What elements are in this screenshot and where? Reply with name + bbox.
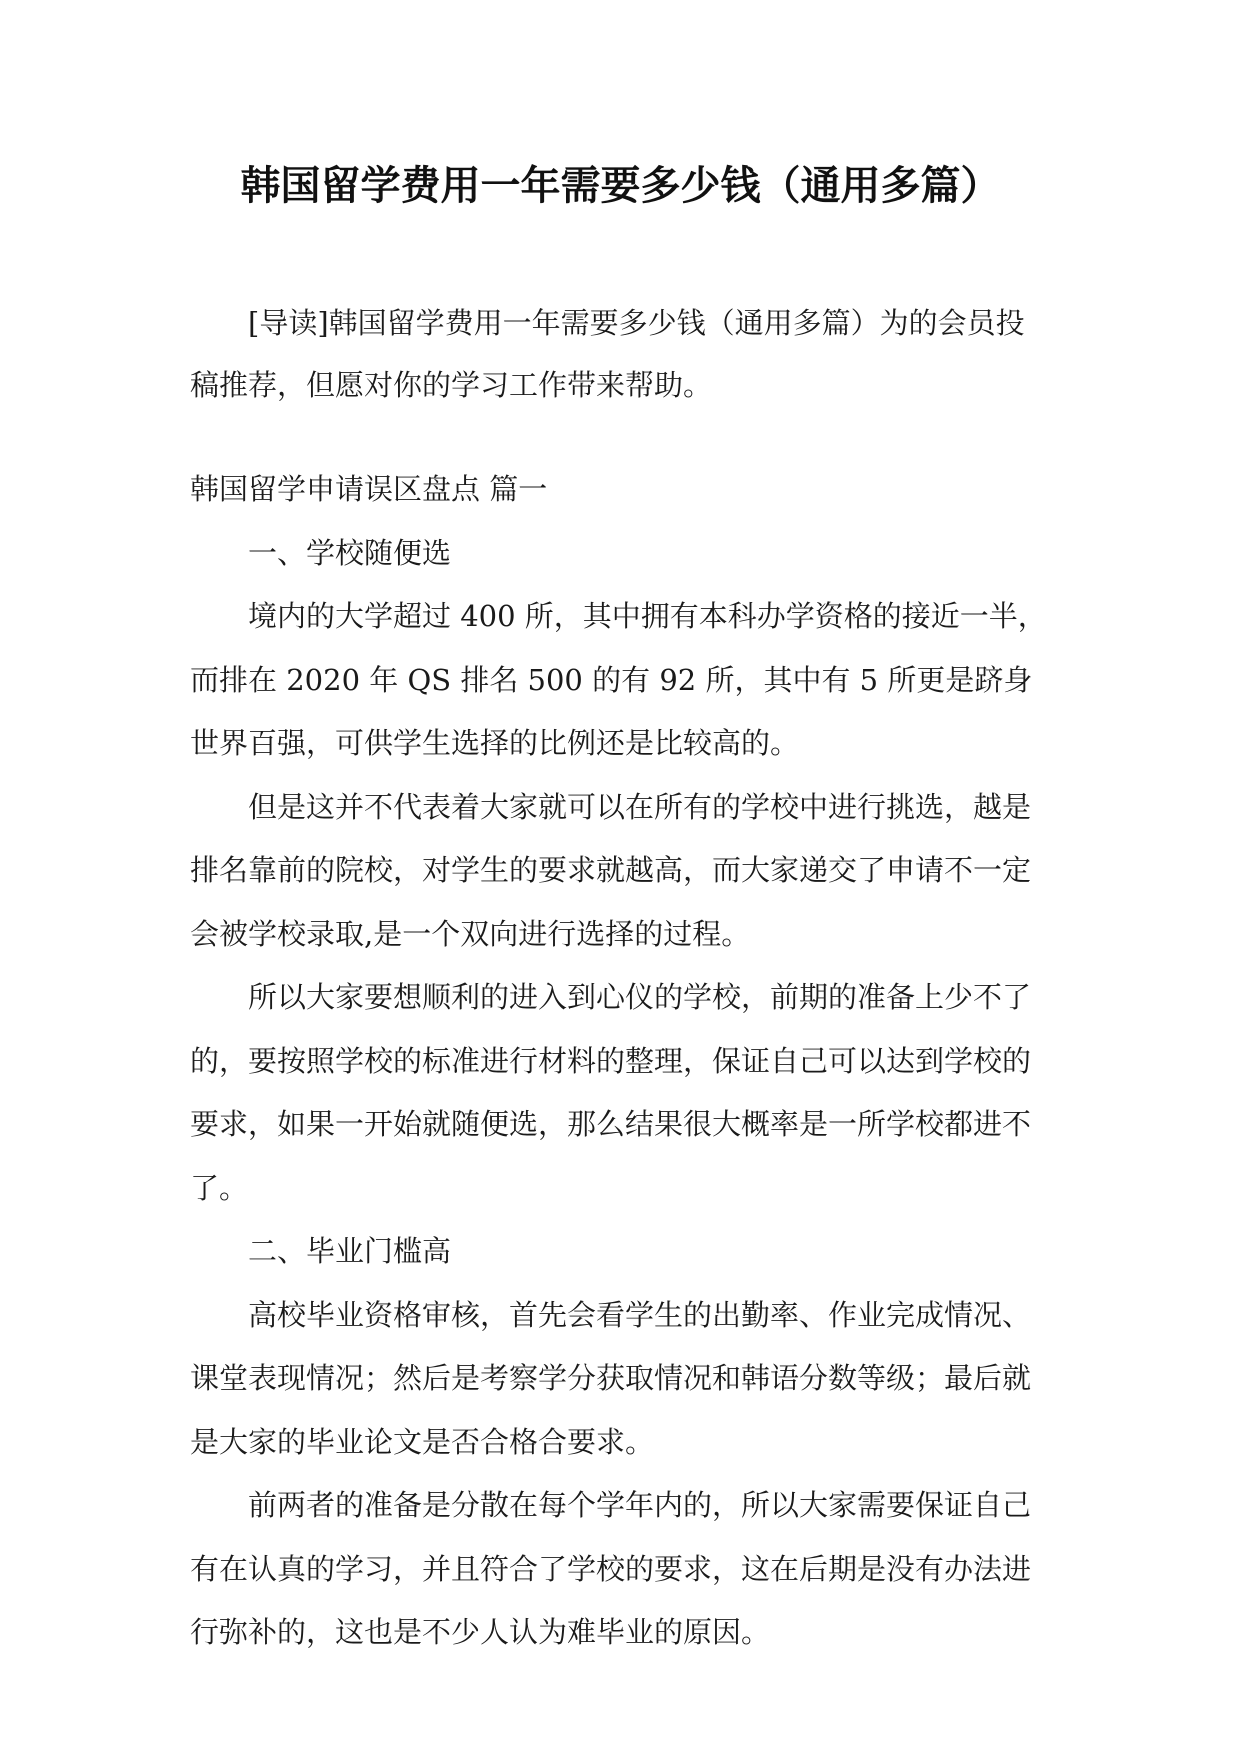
body-paragraph: 但是这并不代表着大家就可以在所有的学校中进行挑选，越是排名靠前的院校，对学生的要求就越高，而大家递交了申请不一定会被学校录取,是一个双向进行选择的过程。 bbox=[190, 789, 1032, 951]
document-title: 韩国留学费用一年需要多少钱（通用多篇） bbox=[240, 163, 1001, 209]
intro-paragraph: [导读]韩国留学费用一年需要多少钱（通用多篇）为的会员投稿推荐，但愿对你的学习工作带来帮助。 bbox=[190, 306, 1025, 402]
body-paragraph: 前两者的准备是分散在每个学年内的，所以大家需要保证自己有在认真的学习，并且符合了学校的要求，这在后期是没有办法进行弥补的，这也是不少人认为难毕业的原因。 bbox=[190, 1488, 1032, 1649]
body-paragraph: 境内的大学超过 400 所，其中拥有本科办学资格的接近一半，而排在 2020 年 QS 排名 500 的有 92 所，其中有 5 所更是跻身世界百强，可供学生选择的比例还是比较高的。 bbox=[190, 599, 1047, 760]
subsection-heading: 二、毕业门槛高 bbox=[248, 1234, 452, 1268]
section-heading: 韩国留学申请误区盘点 篇一 bbox=[190, 472, 548, 506]
body-paragraph: 高校毕业资格审核，首先会看学生的出勤率、作业完成情况、课堂表现情况；然后是考察学分获取情况和韩语分数等级；最后就是大家的毕业论文是否合格合要求。 bbox=[190, 1297, 1032, 1459]
subsection-heading: 一、学校随便选 bbox=[248, 535, 452, 570]
body-paragraph: 所以大家要想顺利的进入到心仪的学校，前期的准备上少不了的，要按照学校的标准进行材料的整理，保证自己可以达到学校的要求，如果一开始就随便选，那么结果很大概率是一所学校都进不了。 bbox=[190, 980, 1032, 1205]
document-body bbox=[190, 458, 1052, 1665]
